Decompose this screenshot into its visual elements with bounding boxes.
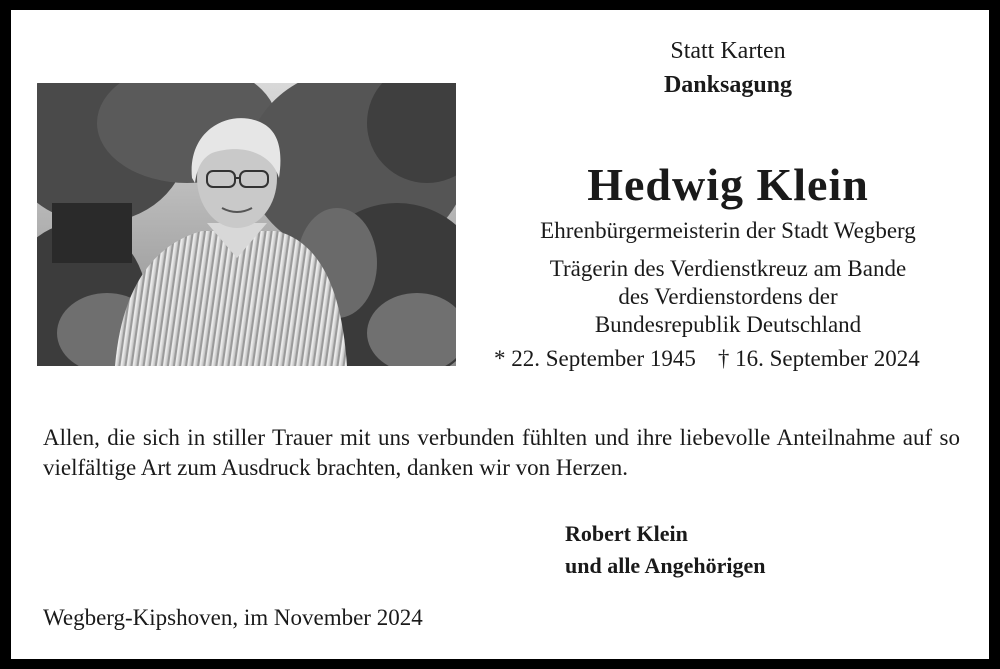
place-and-date: Wegberg-Kipshoven, im November 2024 xyxy=(43,605,423,630)
life-dates xyxy=(494,346,920,372)
thank-you-message: Allen, die sich in stiller Trauer mit uns verbunden fühlten und ihre liebevolle Anteilnahme auf so vielfältige Art zum Ausdruck brachten, danken wir von Herzen. xyxy=(43,425,960,480)
death-date: † 16. September 2024 xyxy=(717,346,920,371)
honor-line: Trägerin des Verdienstkreuz am Bande xyxy=(549,256,907,281)
honor-line: Bundesrepublik Deutschland xyxy=(594,312,862,337)
deceased-name: Hedwig Klein xyxy=(587,159,869,210)
birth-date: * 22. September 1945 xyxy=(494,346,696,371)
portrait-photo xyxy=(37,83,456,366)
signature xyxy=(565,518,765,582)
honor-line: des Verdienstordens der xyxy=(618,284,838,309)
honor-text xyxy=(478,255,978,339)
signature-name: Robert Klein xyxy=(565,521,688,546)
signature-relatives: und alle Angehörigen xyxy=(565,553,766,578)
deceased-title: Ehrenbürgermeisterin der Stadt Wegberg xyxy=(540,218,916,243)
statt-karten-label: Statt Karten xyxy=(670,38,786,64)
danksagung-heading: Danksagung xyxy=(663,72,793,98)
